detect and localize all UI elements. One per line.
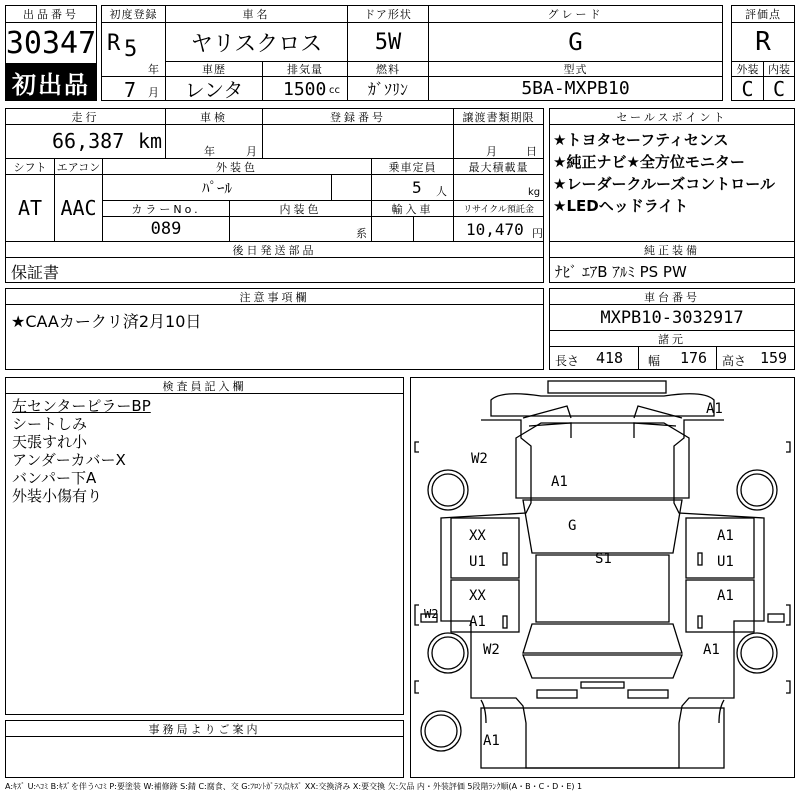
notes: ★CAAカークリ済2月10日: [5, 304, 544, 370]
transfer-deadline: [453, 124, 544, 159]
displacement-label: 排気量: [262, 61, 348, 77]
shift: AT: [5, 174, 55, 242]
inspector-notes: [5, 393, 404, 715]
mileage-label: 走行: [5, 108, 166, 125]
displacement-unit: cc: [329, 85, 340, 96]
transfer-month-unit: 月: [486, 145, 497, 158]
inspector-note-line: 外装小傷有り: [12, 487, 103, 505]
recycle-fee-unit: 円: [532, 227, 543, 240]
damage-mark: W2: [483, 642, 500, 658]
later-parts: 保証書: [5, 257, 544, 283]
inspection-label: 車検: [165, 108, 263, 125]
damage-mark: XX: [469, 528, 486, 544]
exterior-score-label: 外装: [731, 61, 764, 77]
sales-points: [549, 124, 795, 242]
grade-label: グレード: [428, 5, 723, 23]
fuel: ｶﾞｿﾘﾝ: [347, 76, 429, 101]
month-unit: 月: [148, 86, 159, 99]
inspection: [165, 124, 263, 159]
damage-mark: U1: [469, 554, 486, 570]
recycle-fee-value: 10,470: [466, 220, 524, 239]
model-code: 5BA-MXPB10: [428, 76, 723, 101]
first-registration-year: [101, 22, 166, 77]
damage-mark: A1: [483, 733, 500, 749]
reg-month: 7: [124, 78, 137, 102]
height-value: 159: [760, 349, 788, 367]
sales-point-item: ★レーダークルーズコントロール: [553, 175, 775, 193]
door-type: 5W: [347, 22, 429, 62]
exterior-color-blank: [331, 174, 372, 201]
first-registration-label: 初度登録: [101, 5, 166, 23]
car-outline: [411, 378, 794, 777]
damage-mark: A1: [469, 614, 486, 630]
damage-mark: G: [568, 518, 577, 534]
door-type-label: ドア形状: [347, 5, 429, 23]
import-cell-b: [413, 216, 454, 242]
import-label: 輸入車: [371, 200, 454, 217]
shift-label: シフト: [5, 158, 55, 175]
capacity-label: 乗車定員: [371, 158, 454, 175]
inspection-month-unit: 月: [246, 145, 257, 158]
chassis-number: MXPB10-3032917: [549, 304, 795, 331]
sales-point-item: ★LEDヘッドライト: [553, 197, 689, 215]
inspector-notes-label: 検査員記入欄: [5, 377, 404, 394]
sales-points-label: セールスポイント: [549, 108, 795, 125]
inspector-note-line: 左センターピラーBP: [12, 397, 151, 415]
exterior-color-label: 外装色: [102, 158, 372, 175]
capacity-unit: 人: [436, 185, 447, 198]
interior-color: [229, 216, 372, 242]
height-label: 高さ: [722, 354, 747, 368]
displacement: [262, 76, 348, 101]
length-label: 長さ: [555, 354, 580, 368]
history-label: 車歴: [165, 61, 263, 77]
exterior-score: C: [731, 76, 764, 101]
damage-mark: U1: [717, 554, 734, 570]
registration-number-label: 登録番号: [262, 108, 454, 125]
capacity: [371, 174, 454, 201]
width-label: 幅: [648, 354, 661, 368]
year-unit: 年: [148, 63, 159, 76]
interior-color-label: 内装色: [229, 200, 372, 217]
aircon: AAC: [54, 174, 103, 242]
damage-mark: S1: [595, 551, 612, 567]
era-letter: R: [107, 31, 121, 56]
damage-mark: A1: [706, 401, 723, 417]
chassis-number-label: 車台番号: [549, 288, 795, 305]
damage-mark: A1: [551, 474, 568, 490]
interior-color-unit: 系: [356, 227, 367, 240]
interior-score-label: 内装: [763, 61, 795, 77]
inspector-note-line: 天張すれ小: [12, 433, 88, 451]
inspector-note-line: シートしみ: [12, 415, 88, 433]
import-cell-a: [371, 216, 414, 242]
damage-mark: A1: [703, 642, 720, 658]
model-code-label: 型式: [428, 61, 723, 77]
inspector-note-line: バンパー下A: [12, 469, 97, 487]
damage-mark: W2: [424, 607, 439, 621]
fuel-label: 燃料: [347, 61, 429, 77]
inspection-year-unit: 年: [204, 145, 215, 158]
damage-diagram: [410, 377, 795, 778]
mileage: [5, 124, 166, 159]
car-name: ヤリスクロス: [165, 22, 348, 62]
transfer-day-unit: 日: [526, 145, 537, 158]
sales-point-item: ★トヨタセーフティセンス: [553, 131, 729, 149]
grade: G: [428, 22, 723, 62]
lot-number: 30347: [5, 22, 97, 64]
aircon-label: エアコン: [54, 158, 103, 175]
registration-number: [262, 124, 454, 159]
interior-score: C: [763, 76, 795, 101]
damage-mark: A1: [717, 528, 734, 544]
color-number: 089: [102, 216, 230, 242]
genuine-equipment-label: 純正装備: [549, 241, 795, 258]
inspector-note-line: アンダーカバーX: [12, 451, 126, 469]
office-notice-label: 事務局よりご案内: [5, 720, 404, 737]
reg-year: 5: [124, 37, 138, 62]
transfer-deadline-label: 譲渡書類期限: [453, 108, 544, 125]
first-listing-badge: 初出品: [5, 63, 97, 101]
width-value: 176: [680, 349, 708, 367]
damage-mark: XX: [469, 588, 486, 604]
later-parts-label: 後日発送部品: [5, 241, 544, 258]
genuine-equipment: ﾅﾋﾞ ｴｱB ｱﾙﾐ PS PW: [549, 257, 795, 283]
first-registration-month: [101, 76, 166, 101]
legend-text: A:ｷｽﾞ U:ﾍｺﾐ B:ｷｽﾞを伴うﾍｺﾐ P:要塗装 W:補修跡 S:錆 C:腐食、交 G:ﾌﾛﾝﾄｶﾞﾗｽ点ｷｽﾞ XX:交換済み X:要交換 欠:欠品 内・外装評価 5段階ﾗﾝｸ順(A・B・C・D・E) 1: [5, 782, 583, 791]
mileage-value: 66,387: [52, 129, 125, 153]
recycle-fee-label: リサイクル預託金: [453, 200, 544, 217]
sales-point-item: ★純正ナビ★全方位モニター: [553, 153, 745, 171]
max-load-unit: kg: [528, 187, 541, 198]
score-label: 評価点: [731, 5, 795, 23]
max-load-label: 最大積載量: [453, 158, 544, 175]
history: レンタ: [165, 76, 263, 101]
damage-mark: W2: [471, 451, 488, 467]
recycle-fee: [453, 216, 544, 242]
notes-label: 注意事項欄: [5, 288, 544, 305]
office-notice: [5, 736, 404, 778]
overall-score: R: [731, 22, 795, 62]
displacement-value: 1500: [283, 79, 327, 100]
lot-number-label: 出品番号: [5, 5, 97, 23]
color-number-label: カラーNo.: [102, 200, 230, 217]
length-value: 418: [596, 349, 624, 367]
mileage-unit: km: [138, 129, 163, 153]
dimensions: [549, 346, 795, 370]
max-load: [453, 174, 544, 201]
damage-mark: A1: [717, 588, 734, 604]
exterior-color: ﾊﾟｰﾙ: [102, 174, 332, 201]
capacity-value: 5: [412, 178, 422, 197]
car-name-label: 車名: [165, 5, 348, 23]
specs-label: 諸元: [549, 330, 795, 347]
